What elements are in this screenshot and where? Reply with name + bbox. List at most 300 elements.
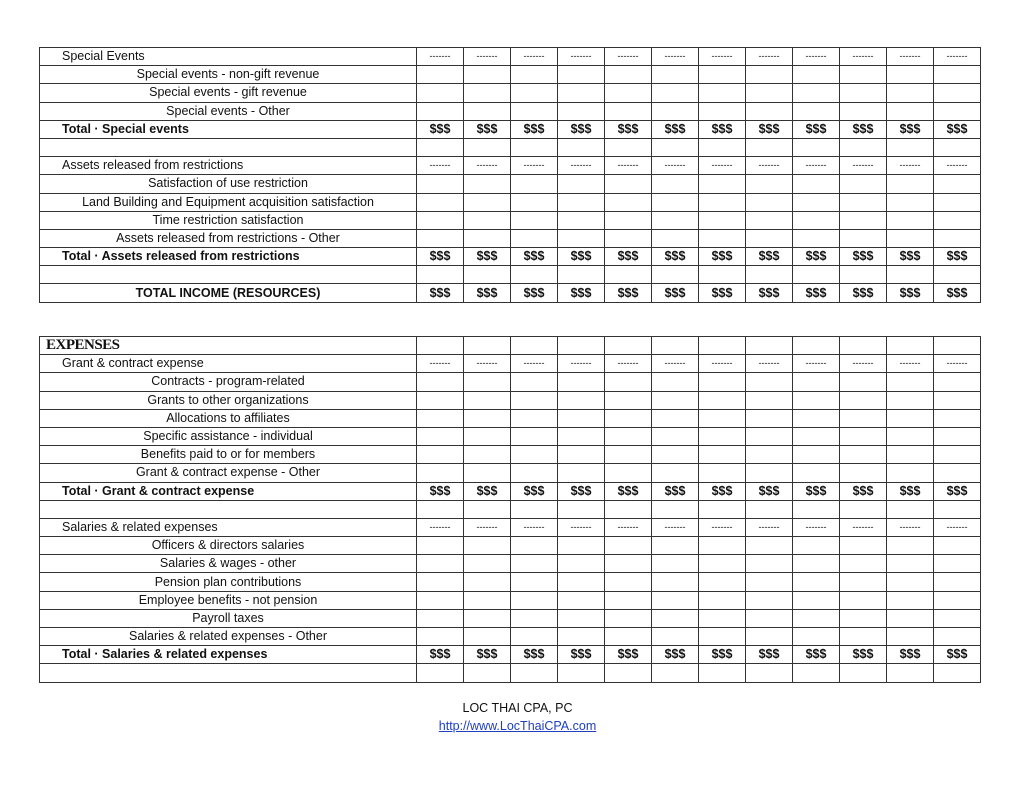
amount-cell [793, 266, 840, 284]
amount-cell [887, 591, 934, 609]
total-amount: $$$ [840, 120, 887, 138]
placeholder-dash: ------- [699, 355, 746, 373]
total-amount: $$$ [558, 284, 605, 302]
amount-cell [511, 427, 558, 445]
amount-cell [464, 609, 511, 627]
amount-cell [558, 628, 605, 646]
amount-cell [887, 427, 934, 445]
row-label [40, 664, 417, 682]
placeholder-dash: ------- [793, 355, 840, 373]
amount-cell [652, 266, 699, 284]
amount-cell [793, 664, 840, 682]
table-row [40, 537, 981, 555]
amount-cell [793, 573, 840, 591]
amount-cell [887, 464, 934, 482]
amount-cell [793, 409, 840, 427]
amount-cell [652, 373, 699, 391]
total-amount: $$$ [652, 284, 699, 302]
amount-cell [840, 102, 887, 120]
total-amount: $$$ [464, 120, 511, 138]
amount-cell [511, 391, 558, 409]
amount-cell [699, 555, 746, 573]
amount-cell [887, 446, 934, 464]
total-amount: $$$ [746, 248, 793, 266]
amount-cell [652, 84, 699, 102]
placeholder-dash: ------- [464, 518, 511, 536]
amount-cell [840, 427, 887, 445]
amount-cell [746, 66, 793, 84]
amount-cell [511, 102, 558, 120]
amount-cell [934, 193, 981, 211]
amount-cell [934, 175, 981, 193]
amount-cell [464, 573, 511, 591]
row-label: Special events - Other [40, 102, 417, 120]
amount-cell [605, 609, 652, 627]
table-row [40, 211, 981, 229]
placeholder-dash: ------- [417, 355, 464, 373]
row-label: Total · Assets released from restrictions [40, 248, 417, 266]
amount-cell [652, 138, 699, 156]
amount-cell [417, 664, 464, 682]
amount-cell [605, 427, 652, 445]
placeholder-dash: ------- [840, 518, 887, 536]
placeholder-dash: ------- [746, 48, 793, 66]
total-amount: $$$ [793, 482, 840, 500]
amount-cell [605, 175, 652, 193]
amount-cell [417, 628, 464, 646]
footer-url-link[interactable]: http://www.LocThaiCPA.com [438, 719, 597, 733]
row-label: Salaries & related expenses [40, 518, 417, 536]
amount-cell [699, 409, 746, 427]
footer-link-wrap [0, 719, 1035, 733]
amount-cell [652, 102, 699, 120]
amount-cell [417, 102, 464, 120]
table-row [40, 157, 981, 175]
placeholder-dash: ------- [699, 518, 746, 536]
table-row [40, 337, 981, 355]
amount-cell [558, 609, 605, 627]
amount-cell [840, 628, 887, 646]
amount-cell [746, 537, 793, 555]
row-label: Employee benefits - not pension [40, 591, 417, 609]
amount-cell [511, 84, 558, 102]
amount-cell [464, 337, 511, 355]
amount-cell [605, 555, 652, 573]
amount-cell [605, 664, 652, 682]
amount-cell [652, 628, 699, 646]
row-label: Special Events [40, 48, 417, 66]
amount-cell [746, 391, 793, 409]
amount-cell [699, 211, 746, 229]
total-amount: $$$ [793, 284, 840, 302]
placeholder-dash: ------- [699, 157, 746, 175]
placeholder-dash: ------- [652, 518, 699, 536]
amount-cell [699, 138, 746, 156]
placeholder-dash: ------- [464, 157, 511, 175]
total-amount: $$$ [652, 646, 699, 664]
expenses-table [39, 336, 981, 683]
amount-cell [464, 464, 511, 482]
row-label: Payroll taxes [40, 609, 417, 627]
placeholder-dash: ------- [417, 518, 464, 536]
amount-cell [464, 664, 511, 682]
total-amount: $$$ [417, 482, 464, 500]
table-row [40, 138, 981, 156]
amount-cell [605, 102, 652, 120]
placeholder-dash: ------- [746, 518, 793, 536]
amount-cell [605, 409, 652, 427]
amount-cell [699, 628, 746, 646]
table-row [40, 500, 981, 518]
amount-cell [840, 664, 887, 682]
amount-cell [887, 628, 934, 646]
row-label: Grants to other organizations [40, 391, 417, 409]
total-amount: $$$ [699, 120, 746, 138]
amount-cell [511, 266, 558, 284]
amount-cell [699, 573, 746, 591]
amount-cell [417, 266, 464, 284]
amount-cell [934, 628, 981, 646]
total-amount: $$$ [699, 284, 746, 302]
total-amount: $$$ [464, 646, 511, 664]
amount-cell [464, 591, 511, 609]
amount-cell [511, 555, 558, 573]
amount-cell [887, 102, 934, 120]
amount-cell [605, 66, 652, 84]
amount-cell [934, 609, 981, 627]
amount-cell [464, 427, 511, 445]
placeholder-dash: ------- [558, 157, 605, 175]
amount-cell [417, 409, 464, 427]
amount-cell [558, 427, 605, 445]
amount-cell [558, 175, 605, 193]
placeholder-dash: ------- [840, 355, 887, 373]
total-amount: $$$ [887, 248, 934, 266]
amount-cell [417, 391, 464, 409]
amount-cell [605, 628, 652, 646]
total-amount: $$$ [511, 646, 558, 664]
amount-cell [558, 391, 605, 409]
amount-cell [558, 266, 605, 284]
total-amount: $$$ [746, 646, 793, 664]
total-amount: $$$ [558, 646, 605, 664]
amount-cell [699, 391, 746, 409]
amount-cell [793, 211, 840, 229]
placeholder-dash: ------- [793, 518, 840, 536]
total-amount: $$$ [417, 646, 464, 664]
amount-cell [558, 409, 605, 427]
amount-cell [746, 573, 793, 591]
amount-cell [464, 446, 511, 464]
placeholder-dash: ------- [605, 157, 652, 175]
amount-cell [793, 138, 840, 156]
amount-cell [793, 193, 840, 211]
amount-cell [699, 66, 746, 84]
amount-cell [417, 555, 464, 573]
amount-cell [417, 337, 464, 355]
amount-cell [887, 555, 934, 573]
amount-cell [511, 409, 558, 427]
amount-cell [793, 337, 840, 355]
amount-cell [934, 537, 981, 555]
table-row [40, 193, 981, 211]
amount-cell [746, 409, 793, 427]
amount-cell [793, 464, 840, 482]
amount-cell [699, 266, 746, 284]
amount-cell [699, 591, 746, 609]
total-amount: $$$ [558, 120, 605, 138]
amount-cell [652, 609, 699, 627]
total-amount: $$$ [464, 482, 511, 500]
amount-cell [746, 628, 793, 646]
placeholder-dash: ------- [746, 355, 793, 373]
amount-cell [840, 266, 887, 284]
amount-cell [511, 537, 558, 555]
amount-cell [605, 229, 652, 247]
amount-cell [464, 138, 511, 156]
placeholder-dash: ------- [558, 355, 605, 373]
amount-cell [558, 573, 605, 591]
amount-cell [558, 537, 605, 555]
placeholder-dash: ------- [511, 518, 558, 536]
row-label: Contracts - program-related [40, 373, 417, 391]
table-row [40, 355, 981, 373]
amount-cell [699, 427, 746, 445]
amount-cell [652, 537, 699, 555]
row-label: Specific assistance - individual [40, 427, 417, 445]
amount-cell [605, 266, 652, 284]
total-amount: $$$ [511, 284, 558, 302]
table-row [40, 175, 981, 193]
amount-cell [652, 175, 699, 193]
amount-cell [840, 609, 887, 627]
total-amount: $$$ [840, 646, 887, 664]
amount-cell [887, 193, 934, 211]
placeholder-dash: ------- [887, 518, 934, 536]
amount-cell [558, 446, 605, 464]
placeholder-dash: ------- [934, 48, 981, 66]
placeholder-dash: ------- [511, 48, 558, 66]
amount-cell [652, 573, 699, 591]
amount-cell [793, 628, 840, 646]
amount-cell [511, 609, 558, 627]
amount-cell [605, 211, 652, 229]
amount-cell [511, 464, 558, 482]
row-label: Salaries & wages - other [40, 555, 417, 573]
amount-cell [746, 229, 793, 247]
amount-cell [793, 500, 840, 518]
total-amount: $$$ [840, 248, 887, 266]
amount-cell [417, 66, 464, 84]
amount-cell [605, 537, 652, 555]
amount-cell [417, 573, 464, 591]
row-label: Total · Grant & contract expense [40, 482, 417, 500]
amount-cell [511, 175, 558, 193]
row-label: Officers & directors salaries [40, 537, 417, 555]
amount-cell [605, 573, 652, 591]
placeholder-dash: ------- [417, 48, 464, 66]
amount-cell [934, 427, 981, 445]
amount-cell [934, 211, 981, 229]
amount-cell [558, 664, 605, 682]
amount-cell [934, 464, 981, 482]
amount-cell [887, 664, 934, 682]
amount-cell [840, 573, 887, 591]
amount-cell [746, 102, 793, 120]
amount-cell [887, 609, 934, 627]
placeholder-dash: ------- [793, 157, 840, 175]
amount-cell [840, 555, 887, 573]
amount-cell [746, 373, 793, 391]
row-label: Land Building and Equipment acquisition satisfaction [40, 193, 417, 211]
amount-cell [934, 337, 981, 355]
amount-cell [652, 591, 699, 609]
amount-cell [699, 84, 746, 102]
placeholder-dash: ------- [887, 48, 934, 66]
amount-cell [652, 446, 699, 464]
amount-cell [840, 373, 887, 391]
total-amount: $$$ [887, 284, 934, 302]
amount-cell [840, 211, 887, 229]
row-label: Allocations to affiliates [40, 409, 417, 427]
placeholder-dash: ------- [558, 48, 605, 66]
total-amount: $$$ [934, 646, 981, 664]
row-label [40, 500, 417, 518]
table-row [40, 518, 981, 536]
amount-cell [840, 193, 887, 211]
amount-cell [464, 175, 511, 193]
total-amount: $$$ [934, 248, 981, 266]
amount-cell [652, 193, 699, 211]
amount-cell [840, 66, 887, 84]
total-amount: $$$ [464, 248, 511, 266]
amount-cell [887, 500, 934, 518]
amount-cell [464, 84, 511, 102]
total-amount: $$$ [699, 482, 746, 500]
table-row [40, 66, 981, 84]
total-amount: $$$ [511, 248, 558, 266]
total-amount: $$$ [887, 646, 934, 664]
total-amount: $$$ [605, 284, 652, 302]
placeholder-dash: ------- [652, 355, 699, 373]
total-amount: $$$ [793, 248, 840, 266]
amount-cell [887, 409, 934, 427]
amount-cell [417, 609, 464, 627]
amount-cell [934, 229, 981, 247]
amount-cell [793, 591, 840, 609]
amount-cell [464, 193, 511, 211]
amount-cell [699, 664, 746, 682]
amount-cell [746, 427, 793, 445]
amount-cell [934, 138, 981, 156]
table-row [40, 427, 981, 445]
table-row [40, 391, 981, 409]
table-row [40, 120, 981, 138]
table-row [40, 102, 981, 120]
amount-cell [417, 193, 464, 211]
table-row [40, 555, 981, 573]
amount-cell [934, 266, 981, 284]
amount-cell [511, 337, 558, 355]
placeholder-dash: ------- [840, 157, 887, 175]
amount-cell [558, 193, 605, 211]
row-label: EXPENSES [40, 337, 417, 355]
amount-cell [793, 427, 840, 445]
amount-cell [887, 266, 934, 284]
row-label: Benefits paid to or for members [40, 446, 417, 464]
amount-cell [511, 664, 558, 682]
amount-cell [464, 391, 511, 409]
amount-cell [934, 409, 981, 427]
amount-cell [699, 337, 746, 355]
placeholder-dash: ------- [652, 157, 699, 175]
amount-cell [605, 193, 652, 211]
amount-cell [464, 229, 511, 247]
amount-cell [605, 500, 652, 518]
amount-cell [934, 66, 981, 84]
table-row [40, 664, 981, 682]
row-label: Time restriction satisfaction [40, 211, 417, 229]
amount-cell [840, 464, 887, 482]
amount-cell [417, 427, 464, 445]
total-amount: $$$ [746, 120, 793, 138]
amount-cell [699, 500, 746, 518]
amount-cell [652, 337, 699, 355]
table-row [40, 446, 981, 464]
total-amount: $$$ [605, 248, 652, 266]
total-amount: $$$ [699, 646, 746, 664]
total-amount: $$$ [746, 482, 793, 500]
amount-cell [652, 664, 699, 682]
amount-cell [464, 102, 511, 120]
amount-cell [887, 573, 934, 591]
amount-cell [840, 175, 887, 193]
amount-cell [793, 229, 840, 247]
amount-cell [746, 555, 793, 573]
amount-cell [746, 175, 793, 193]
table-row [40, 84, 981, 102]
amount-cell [511, 66, 558, 84]
amount-cell [558, 373, 605, 391]
amount-cell [605, 373, 652, 391]
amount-cell [793, 84, 840, 102]
total-amount: $$$ [887, 482, 934, 500]
total-amount: $$$ [417, 284, 464, 302]
amount-cell [605, 591, 652, 609]
total-amount: $$$ [934, 482, 981, 500]
placeholder-dash: ------- [887, 355, 934, 373]
amount-cell [887, 537, 934, 555]
row-label: Special events - gift revenue [40, 84, 417, 102]
total-amount: $$$ [652, 482, 699, 500]
amount-cell [464, 266, 511, 284]
total-amount: $$$ [652, 248, 699, 266]
amount-cell [511, 373, 558, 391]
table-row [40, 628, 981, 646]
row-label: Salaries & related expenses - Other [40, 628, 417, 646]
amount-cell [511, 193, 558, 211]
amount-cell [417, 138, 464, 156]
amount-cell [887, 138, 934, 156]
total-amount: $$$ [511, 120, 558, 138]
row-label: Satisfaction of use restriction [40, 175, 417, 193]
table-row [40, 646, 981, 664]
amount-cell [746, 464, 793, 482]
row-label: Pension plan contributions [40, 573, 417, 591]
amount-cell [652, 391, 699, 409]
placeholder-dash: ------- [464, 48, 511, 66]
placeholder-dash: ------- [934, 518, 981, 536]
